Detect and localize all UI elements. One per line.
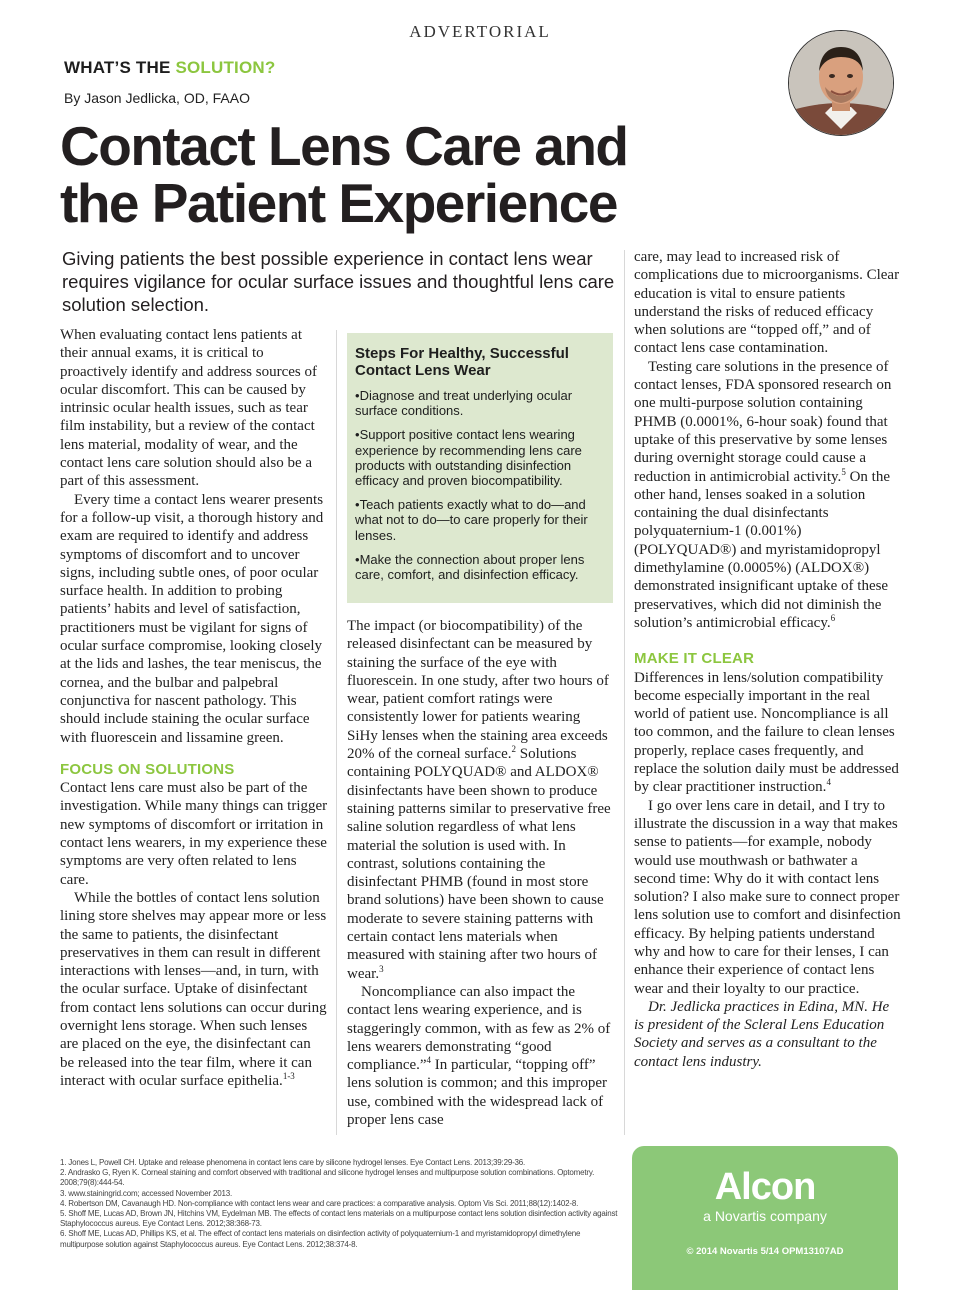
citation: 4 [826,777,831,788]
paragraph: Contact lens care must also be part of the investigation. While many things can trigger new symptoms of discomfort or irritation in contact lens wearers, in my experience these symptoms are very often related to lens care. [60,780,328,888]
citation: 2 [511,744,517,755]
paragraph [634,358,902,632]
sidebar-box [347,333,613,603]
paragraph: I go over lens care in detail, and I try to illustrate the discussion in a way that makes sense to patients—for example, nobody would use mouthwash or bathwater a second time: Why do it with contact lens solution? I also make sure to connect proper lens solution use to comfort and disinfection efficacy. By helping patients understand why and how to care for their lenses, I can enhance their experience of contact lens wear and their loyalty to our practice. [634,797,901,997]
sponsor-tagline: a Novartis company [703,1208,827,1224]
paragraph: Every time a contact lens wearer presents for a follow-up visit, a thorough history and exam are required to identify and address symptoms of discomfort and to uncover signs, including subtle ones, of poor ocular surface health. In addition to probing patients’ habits and level of satisfaction, practitioners must be vigilant for signs of ocular surface compromise, looking closely at the lids and lashes, the tear meniscus, the cornea, and the bulbar and palpebral conjunctiva for nascent pathology. This should include staining the ocular surface with fluorescein and lissamine green. [60,491,324,746]
byline: By Jason Jedlicka, OD, FAAO [64,90,250,106]
reference-item: 1. Jones L, Powell CH. Uptake and release phenomena in contact lens care by silicone hydrogel lenses. Eye Contact Lens. 2013;39:29-36. [60,1158,526,1167]
paragraph-text: On the other hand, lenses soaked in a solution containing the dual disinfectants polyquaternium-1 (0.001%) (POLYQUAD®) and myristamidopropyl dimethylamine (0.0005%) (ALDOX®) demonstrated insignificant uptake of these preservatives, which did not diminish the solution’s antimicrobial efficacy. [634,468,890,631]
kicker-prefix: WHAT’S THE [64,58,176,77]
paragraph [634,669,902,797]
paragraph [347,983,613,1129]
author-portrait-image [789,31,893,135]
article-column-3 [634,248,902,1071]
sidebar-list-item: • Diagnose and treat underlying ocular surface conditions. [355,388,605,418]
sidebar-title: Steps For Healthy, Successful Contact Lens Wear [355,345,569,379]
reference-item: 6. Shoff ME, Lucas AD, Phillips KS, et al. The effect of contact lens materials on disinfection activity of polyquaternium-1 and myristamidopropyl dimethylene multipurpose solution against Staphylococcus aureus. Eye Contact Lens. 2012;38:374-8. [60,1229,581,1249]
author-bio: Dr. Jedlicka practices in Edina, MN. He is president of the Scleral Lens Education Society and serves as a consultant to the contact lens industry. [634,998,890,1070]
article-headline [60,115,760,234]
reference-item: 4. Robertson DM, Cavanaugh HD. Non-compliance with contact lens wear and care practices: a comparative analysis. Optom Vis Sci. 2011;88(12):1402-8. [60,1198,579,1208]
citation: 1-3 [282,1070,295,1081]
citation: 3 [379,963,384,974]
alcon-logo: Alcon [714,1166,816,1208]
sponsor-box [632,1146,898,1290]
headline-line-1: Contact Lens Care and [60,115,628,177]
paragraph: When evaluating contact lens patients at their annual exams, it is critical to proactively identify and address sources of ocular discomfort. This can be caused by intrinsic ocular health issues, such as tear film instability, but a review of the contact lens material, modality of wear, and the contact lens care solution should also be a part of this assessment. [60,327,317,490]
subhead-focus-on-solutions: FOCUS ON SOLUTIONS [60,760,235,778]
subhead-make-it-clear: MAKE IT CLEAR [634,650,755,668]
advertorial-label: ADVERTORIAL [409,22,551,41]
sidebar-list-item: • Support positive contact lens wearing experience by recommending lens care products with outstanding disinfection efficacy and proven biocompatibility. [355,427,605,488]
column-divider [624,250,625,1135]
author-photo [788,30,894,136]
article-deck: Giving patients the best possible experience in contact lens wear requires vigilance for ocular surface issues and thoughtful lens care solution selection. [62,248,615,315]
references-list [60,1158,625,1250]
reference-item: 2. Andrasko G, Ryen K. Corneal staining and comfort observed with traditional and silicone hydrogel lenses and multipurpose solution combinations. Optometry. 2008;79(8):444-54. [60,1168,595,1188]
paragraph-text: Noncompliance can also impact the contact lens wearing experience, and is staggeringly common, with as few as 2% of lens wearers demonstrating “good compliance.” [347,983,611,1074]
column-divider [336,330,337,1135]
headline-line-2: the Patient Experience [60,172,617,234]
reference-item: 3. www.stainingrid.com; accessed November 2013. [60,1188,233,1198]
paragraph-text: Solutions containing POLYQUAD® and ALDOX® disinfectants have been shown to produce staining patterns similar to preservative free saline solution regardless of what lens material the solution is used with. In contrast, solutions containing the disinfectant PHMB (found in most store brand solutions) have been shown to cause moderate to severe staining patterns with certain contact lens materials when measured with staining after two hours of wear. [347,746,611,982]
sidebar-list-item: • Make the connection about proper lens care, comfort, and disinfection efficacy. [355,552,605,582]
kicker-accent: SOLUTION? [175,58,276,77]
article-column-1 [60,326,328,1090]
sidebar-list [355,388,605,582]
paragraph-text: While the bottles of contact lens solution lining store shelves may appear more or less the same to patients, the disinfectant preservatives in them can result in different interactions with lenses—and, in turn, with the ocular surface. Uptake of disinfectant from contact lens solutions can occur during overnight lens storage. When such lenses are placed on the eye, the disinfectant can be released into the tear film, where it can interact with ocular surface epithelia. [60,889,327,1089]
article-column-2 [347,617,613,1129]
reference-item: 5. Shoff ME, Lucas AD, Brown JN, Hitchins VM, Eydelman MB. The effects of contact lens materials on a multipurpose contact lens solution disinfection activity against Staphylococcus aureus. Eye Contact Lens. 2012;38:368-73. [60,1209,618,1229]
sidebar-list-item: • Teach patients exactly what to do—and what not to do—to care properly for their lenses. [355,497,605,543]
citation: 4 [426,1055,432,1066]
paragraph [347,617,613,983]
copyright-notice: © 2014 Novartis 5/14 OPM13107AD [686,1246,844,1257]
paragraph-text: Testing care solutions in the presence of contact lenses, FDA sponsored research on one multi-purpose solution containing PHMB (0.0001%, 6-hour soak) found that uptake of this preservative by some lenses during overnight storage could cause a reduction in antimicrobial activity. [634,358,892,485]
citation: 6 [830,612,836,623]
paragraph-text: The impact (or biocompatibility) of the released disinfectant can be measured by staining the surface of the eye with fluorescein. In one study, after two hours of wear, patient comfort ratings were consistently lower for patients wearing SiHy lenses when the staining area exceeds 20% of the corneal surface. [347,618,609,763]
paragraph [60,889,328,1090]
citation: 5 [841,466,846,477]
paragraph: care, may lead to increased risk of complications due to microorganisms. Clear education is vital to ensure patients understand the risks of reduced efficacy when solutions are “topped off,” and of contact lens case contamination. [634,249,900,357]
section-kicker [64,58,275,78]
paragraph-text: Differences in lens/solution compatibility become especially important in the real world of patient use. Noncompliance is all too common, and the failure to clean lenses properly, replace cases frequently, and replace the solution daily must be addressed by clear practitioner instruction. [634,669,899,796]
paragraph-text: In particular, “topping off” lens solution is common; and this improper use, combined with the widespread lack of proper lens case [347,1057,607,1129]
